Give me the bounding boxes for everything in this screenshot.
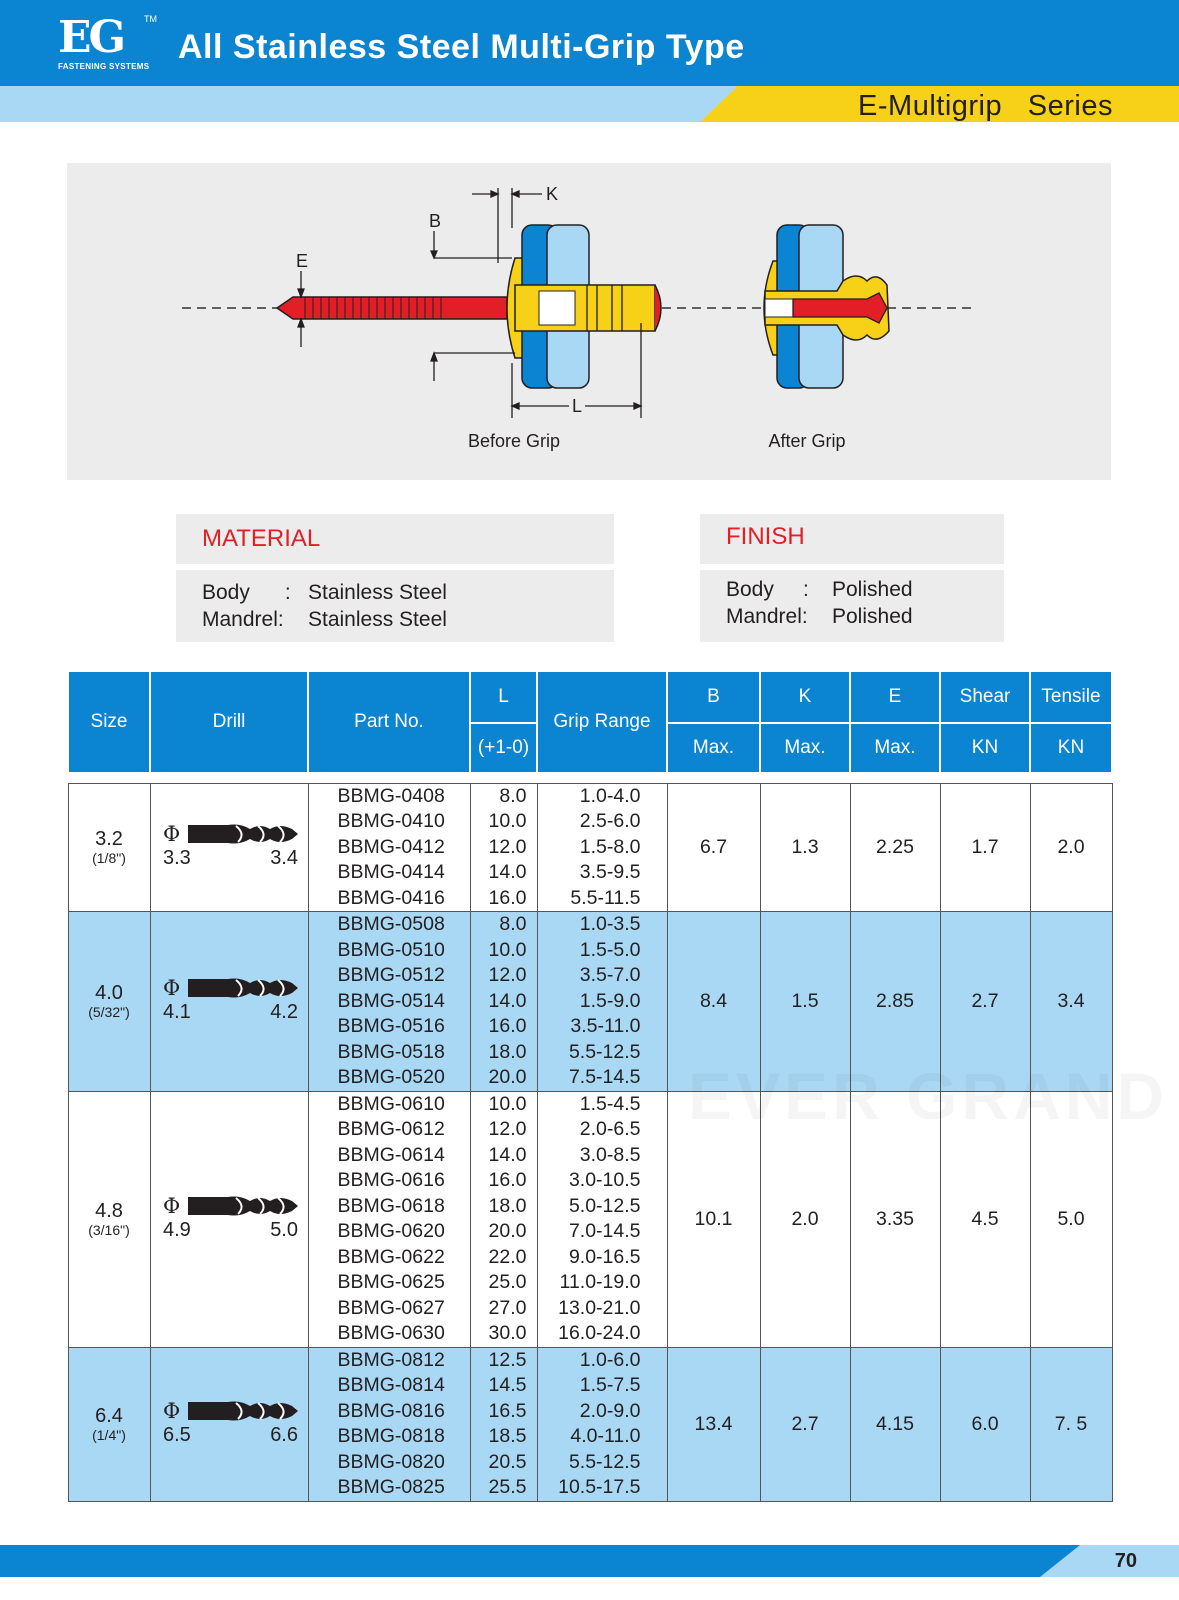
header-shear-unit: KN bbox=[940, 723, 1030, 773]
drill-cell bbox=[150, 912, 308, 1092]
header-e-unit: Max. bbox=[850, 723, 940, 773]
e-max-value-cell bbox=[850, 783, 940, 912]
size-cell bbox=[68, 783, 150, 912]
length-value: 14.5 bbox=[488, 1374, 527, 1396]
material-value: Stainless Steel bbox=[308, 581, 447, 604]
grip-range-value: 1.5-5.0 bbox=[579, 938, 641, 961]
part-number: BBMG-0618 bbox=[337, 1194, 445, 1217]
part-number: BBMG-0616 bbox=[337, 1169, 445, 1191]
header-k-unit: Max. bbox=[760, 723, 850, 773]
shear-value: 2.7 bbox=[971, 989, 999, 1012]
grip-range-value: 2.5-6.0 bbox=[579, 810, 641, 832]
grip-range-cell bbox=[537, 912, 667, 1092]
footer-bar bbox=[0, 1545, 1179, 1577]
material-row-body bbox=[202, 579, 614, 606]
part-number: BBMG-0520 bbox=[337, 1066, 445, 1088]
k-max-value: 1.5 bbox=[791, 989, 819, 1012]
b-max-value-cell bbox=[667, 1347, 760, 1501]
header-drill: Drill bbox=[150, 671, 308, 773]
k-max-value: 2.7 bbox=[791, 1412, 819, 1435]
tensile-value-cell bbox=[1030, 912, 1112, 1092]
drill-cell bbox=[150, 1347, 308, 1501]
header-size: Size bbox=[68, 671, 150, 773]
part-number: BBMG-0610 bbox=[337, 1092, 445, 1115]
b-max-value: 8.4 bbox=[699, 989, 728, 1012]
drill-spec bbox=[152, 1399, 306, 1449]
part-number: BBMG-0816 bbox=[337, 1399, 445, 1422]
grip-range-value: 4.0-11.0 bbox=[570, 1425, 641, 1447]
grip-range-value: 13.0-21.0 bbox=[558, 1296, 641, 1319]
e-max-value: 4.15 bbox=[876, 1412, 914, 1435]
grip-range-value: 2.0-6.5 bbox=[579, 1118, 641, 1140]
drill-cell bbox=[150, 783, 308, 912]
length-value: 8.0 bbox=[499, 784, 527, 807]
length-value: 27.0 bbox=[488, 1296, 527, 1319]
logo-mark: EG bbox=[58, 12, 124, 63]
e-max-value-cell bbox=[850, 1091, 940, 1347]
tensile-value-cell bbox=[1030, 783, 1112, 912]
length-value: 18.0 bbox=[488, 1040, 527, 1063]
drill-bit-icon bbox=[188, 822, 298, 846]
grip-range-value: 3.5-7.0 bbox=[579, 964, 641, 986]
length-value: 8.0 bbox=[499, 913, 527, 935]
k-max-value-cell bbox=[760, 912, 850, 1092]
material-heading: MATERIAL bbox=[176, 514, 614, 564]
part-number-cell bbox=[308, 783, 470, 912]
part-number: BBMG-0410 bbox=[337, 810, 445, 832]
header-k: K bbox=[760, 671, 850, 723]
table-row bbox=[68, 1091, 1112, 1347]
mandrel-shape bbox=[277, 297, 507, 319]
drill-spec bbox=[152, 822, 306, 872]
finish-key: Mandrel: bbox=[726, 605, 808, 628]
length-value: 20.5 bbox=[488, 1450, 527, 1473]
length-value: 20.0 bbox=[488, 1066, 527, 1088]
k-max-value-cell bbox=[760, 783, 850, 912]
length-cell bbox=[470, 912, 537, 1092]
part-number: BBMG-0622 bbox=[337, 1245, 445, 1268]
drill-spec bbox=[152, 1194, 306, 1244]
part-number: BBMG-0408 bbox=[337, 784, 445, 807]
header-tensile: Tensile bbox=[1030, 671, 1112, 723]
grip-range-value: 7.0-14.5 bbox=[568, 1220, 641, 1242]
shear-value-cell bbox=[940, 912, 1030, 1092]
length-value: 16.0 bbox=[488, 1169, 527, 1191]
grip-range-value: 7.5-14.5 bbox=[568, 1066, 641, 1088]
drill-max-size: 3.4 bbox=[270, 847, 298, 870]
part-number: BBMG-0812 bbox=[337, 1348, 445, 1371]
b-max-value-cell bbox=[667, 1091, 760, 1347]
grip-range-value: 1.5-4.5 bbox=[579, 1092, 641, 1115]
table-row bbox=[68, 912, 1112, 1092]
grip-range-value: 1.0-6.0 bbox=[579, 1348, 641, 1371]
k-max-value-cell bbox=[760, 1091, 850, 1347]
drill-bit-icon bbox=[188, 1194, 298, 1218]
size-value: 3.2 bbox=[95, 828, 123, 851]
grip-range-value: 1.5-7.5 bbox=[579, 1374, 641, 1396]
table-row bbox=[68, 783, 1112, 912]
header-b: B bbox=[667, 671, 760, 723]
shear-value-cell bbox=[940, 783, 1030, 912]
phi-symbol: Φ bbox=[163, 976, 181, 1001]
label-e: E bbox=[296, 251, 309, 271]
part-number: BBMG-0518 bbox=[337, 1040, 445, 1063]
material-value: Stainless Steel bbox=[308, 608, 447, 631]
after-grip-caption: After Grip bbox=[768, 431, 846, 451]
length-value: 22.0 bbox=[488, 1245, 527, 1268]
tensile-value: 5.0 bbox=[1057, 1207, 1085, 1230]
part-number: BBMG-0630 bbox=[337, 1322, 445, 1344]
grip-range-value: 5.5-12.5 bbox=[568, 1040, 641, 1063]
drill-min-size: 3.3 bbox=[163, 847, 191, 870]
material-row-mandrel bbox=[202, 606, 614, 633]
grip-range-value: 5.0-12.5 bbox=[568, 1194, 641, 1217]
size-value: 6.4 bbox=[95, 1405, 123, 1427]
rivet-body bbox=[515, 285, 655, 331]
rivet-diagram bbox=[67, 163, 1111, 480]
part-number: BBMG-0508 bbox=[337, 913, 445, 935]
part-number: BBMG-0416 bbox=[337, 886, 445, 909]
size-cell bbox=[68, 1091, 150, 1347]
size-fraction: (3/16") bbox=[88, 1222, 130, 1238]
part-number-cell bbox=[308, 1091, 470, 1347]
spec-table bbox=[67, 670, 1113, 1502]
e-max-value: 2.85 bbox=[876, 989, 914, 1012]
drill-max-size: 4.2 bbox=[270, 1001, 298, 1024]
finish-key: Body : bbox=[726, 578, 809, 601]
part-number: BBMG-0818 bbox=[337, 1425, 445, 1447]
shear-value-cell bbox=[940, 1347, 1030, 1501]
grip-range-value: 1.0-3.5 bbox=[579, 913, 641, 935]
b-max-value: 13.4 bbox=[694, 1412, 733, 1435]
size-fraction: (5/32") bbox=[88, 1004, 130, 1021]
header-l-tolerance: (+1-0) bbox=[470, 723, 537, 773]
drill-min-size: 4.1 bbox=[163, 1001, 191, 1024]
drill-max-size: 6.6 bbox=[270, 1424, 298, 1446]
length-value: 14.0 bbox=[488, 1143, 527, 1166]
size-fraction: (1/8") bbox=[92, 850, 126, 867]
rivet-bore bbox=[539, 291, 575, 325]
b-max-value: 6.7 bbox=[699, 835, 728, 858]
material-key: Mandrel: bbox=[202, 608, 284, 631]
grip-range-value: 3.5-11.0 bbox=[570, 1015, 641, 1037]
drill-max-size: 5.0 bbox=[270, 1219, 298, 1241]
part-number: BBMG-0627 bbox=[337, 1296, 445, 1319]
finish-row-mandrel bbox=[726, 603, 1004, 630]
before-grip-caption: Before Grip bbox=[467, 431, 561, 451]
length-value: 10.0 bbox=[488, 938, 527, 961]
finish-value: Polished bbox=[832, 578, 913, 601]
grip-range-value: 10.5-17.5 bbox=[558, 1476, 641, 1498]
after-bore bbox=[765, 299, 793, 317]
length-value: 14.0 bbox=[488, 861, 527, 883]
length-cell bbox=[470, 783, 537, 912]
phi-symbol: Φ bbox=[163, 1399, 181, 1423]
grip-range-cell bbox=[537, 1091, 667, 1347]
mandrel-head bbox=[655, 285, 661, 331]
length-value: 10.0 bbox=[488, 810, 527, 832]
label-b: B bbox=[429, 211, 442, 231]
grip-range-value: 3.5-9.5 bbox=[579, 861, 641, 883]
part-number: BBMG-0825 bbox=[337, 1476, 445, 1498]
part-number: BBMG-0516 bbox=[337, 1015, 445, 1037]
length-value: 14.0 bbox=[488, 989, 527, 1012]
part-number: BBMG-0412 bbox=[337, 835, 445, 858]
rivet-diagram-panel bbox=[67, 163, 1111, 480]
part-number: BBMG-0512 bbox=[337, 964, 445, 986]
tensile-value: 7. 5 bbox=[1054, 1412, 1088, 1435]
part-number-cell bbox=[308, 912, 470, 1092]
e-max-value: 3.35 bbox=[876, 1207, 914, 1230]
size-value: 4.0 bbox=[95, 982, 123, 1005]
grip-range-value: 11.0-19.0 bbox=[559, 1271, 641, 1293]
size-cell bbox=[68, 912, 150, 1092]
e-max-value-cell bbox=[850, 912, 940, 1092]
grip-range-value: 5.5-11.5 bbox=[570, 886, 641, 909]
drill-min-size: 4.9 bbox=[163, 1219, 191, 1241]
shear-value-cell bbox=[940, 1091, 1030, 1347]
company-logo bbox=[58, 14, 158, 80]
length-value: 12.0 bbox=[488, 1118, 527, 1140]
shear-value: 6.0 bbox=[971, 1412, 999, 1435]
grip-range-value: 1.5-8.0 bbox=[579, 835, 641, 858]
header-e: E bbox=[850, 671, 940, 723]
label-l: L bbox=[572, 396, 583, 416]
b-max-value-cell bbox=[667, 912, 760, 1092]
k-max-value-cell bbox=[760, 1347, 850, 1501]
drill-min-size: 6.5 bbox=[163, 1424, 191, 1446]
header-grip-range: Grip Range bbox=[537, 671, 667, 773]
finish-details bbox=[700, 570, 1004, 642]
part-number: BBMG-0510 bbox=[337, 938, 445, 961]
logo-subtitle: FASTENING SYSTEMS bbox=[58, 62, 150, 71]
length-cell bbox=[470, 1091, 537, 1347]
part-number: BBMG-0620 bbox=[337, 1220, 445, 1242]
part-number: BBMG-0414 bbox=[337, 861, 445, 883]
length-value: 18.0 bbox=[488, 1194, 527, 1217]
header-b-unit: Max. bbox=[667, 723, 760, 773]
grip-range-value: 3.0-8.5 bbox=[579, 1143, 641, 1166]
shear-value: 1.7 bbox=[971, 835, 999, 858]
size-fraction: (1/4") bbox=[92, 1427, 126, 1443]
length-value: 12.0 bbox=[488, 964, 527, 986]
tensile-value: 2.0 bbox=[1057, 835, 1085, 858]
grip-range-value: 3.0-10.5 bbox=[568, 1169, 641, 1191]
length-value: 25.5 bbox=[488, 1476, 527, 1498]
shear-value: 4.5 bbox=[971, 1207, 999, 1230]
table-row bbox=[68, 1347, 1112, 1501]
material-key: Body : bbox=[202, 581, 291, 604]
tensile-value-cell bbox=[1030, 1347, 1112, 1501]
size-cell bbox=[68, 1347, 150, 1501]
tensile-value-cell bbox=[1030, 1091, 1112, 1347]
e-max-value: 2.25 bbox=[876, 835, 914, 858]
length-value: 18.5 bbox=[488, 1425, 527, 1447]
finish-heading: FINISH bbox=[700, 514, 1004, 564]
material-details bbox=[176, 570, 614, 642]
part-number: BBMG-0614 bbox=[337, 1143, 445, 1166]
part-number-cell bbox=[308, 1347, 470, 1501]
tensile-value: 3.4 bbox=[1057, 989, 1085, 1012]
length-value: 12.5 bbox=[488, 1348, 527, 1371]
length-value: 16.0 bbox=[488, 1015, 527, 1037]
drill-spec bbox=[152, 976, 306, 1026]
drill-bit-icon bbox=[188, 1399, 298, 1423]
length-value: 25.0 bbox=[488, 1271, 527, 1293]
length-value: 16.5 bbox=[488, 1399, 527, 1422]
length-value: 20.0 bbox=[488, 1220, 527, 1242]
k-max-value: 2.0 bbox=[791, 1207, 819, 1230]
grip-range-cell bbox=[537, 783, 667, 912]
page-title: All Stainless Steel Multi-Grip Type bbox=[178, 28, 745, 66]
header-part-no: Part No. bbox=[308, 671, 470, 773]
length-cell bbox=[470, 1347, 537, 1501]
b-max-value-cell bbox=[667, 783, 760, 912]
grip-range-cell bbox=[537, 1347, 667, 1501]
grip-range-value: 1.0-4.0 bbox=[579, 784, 641, 807]
header-shear: Shear bbox=[940, 671, 1030, 723]
label-k: K bbox=[546, 184, 559, 204]
k-max-value: 1.3 bbox=[791, 835, 819, 858]
part-number: BBMG-0814 bbox=[337, 1374, 445, 1396]
page-number: 70 bbox=[1114, 1550, 1137, 1572]
logo-trademark: TM bbox=[144, 14, 157, 24]
series-label: E-Multigrip Series bbox=[858, 90, 1113, 122]
grip-range-value: 9.0-16.5 bbox=[568, 1245, 641, 1268]
grip-range-value: 2.0-9.0 bbox=[579, 1399, 641, 1422]
phi-symbol: Φ bbox=[163, 1194, 181, 1218]
length-value: 30.0 bbox=[488, 1322, 527, 1344]
phi-symbol: Φ bbox=[163, 822, 181, 847]
finish-row-body bbox=[726, 576, 1004, 603]
part-number: BBMG-0625 bbox=[337, 1271, 445, 1293]
header-l: L bbox=[470, 671, 537, 723]
drill-bit-icon bbox=[188, 976, 298, 1000]
grip-range-value: 5.5-12.5 bbox=[568, 1450, 641, 1473]
header-tensile-unit: KN bbox=[1030, 723, 1112, 773]
part-number: BBMG-0612 bbox=[337, 1118, 445, 1140]
part-number: BBMG-0514 bbox=[337, 989, 445, 1012]
size-value: 4.8 bbox=[95, 1200, 123, 1222]
part-number: BBMG-0820 bbox=[337, 1450, 445, 1473]
drill-cell bbox=[150, 1091, 308, 1347]
finish-value: Polished bbox=[832, 605, 913, 628]
length-value: 16.0 bbox=[488, 886, 527, 909]
length-value: 12.0 bbox=[488, 835, 527, 858]
e-max-value-cell bbox=[850, 1347, 940, 1501]
grip-range-value: 1.5-9.0 bbox=[579, 989, 641, 1012]
b-max-value: 10.1 bbox=[694, 1207, 733, 1230]
length-value: 10.0 bbox=[488, 1092, 527, 1115]
grip-range-value: 16.0-24.0 bbox=[558, 1322, 641, 1344]
